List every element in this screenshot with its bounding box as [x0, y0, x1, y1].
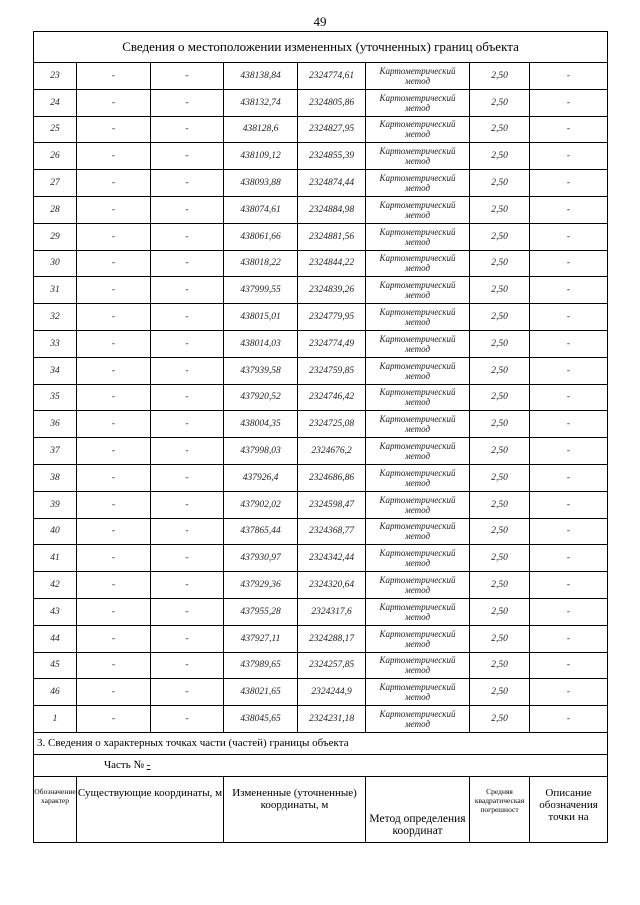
changed-y-cell: 2324676,2: [298, 438, 366, 465]
changed-x-cell: 438014,03: [224, 330, 298, 357]
section3-header-row: [34, 776, 608, 842]
existing-x-cell: -: [77, 652, 151, 679]
changed-x-cell: 438045,65: [224, 706, 298, 733]
changed-x-cell: 437865,44: [224, 518, 298, 545]
existing-x-cell: -: [77, 518, 151, 545]
table-title-row: [34, 32, 608, 63]
changed-x-cell: 437926,4: [224, 464, 298, 491]
existing-x-cell: -: [77, 598, 151, 625]
changed-y-cell: 2324320,64: [298, 572, 366, 599]
table-title: Сведения о местоположении измененных (уточненных) границ объекта: [34, 32, 608, 63]
accuracy-cell: 2,50: [470, 464, 530, 491]
method-cell: Картометрический метод: [366, 116, 470, 143]
description-cell: -: [530, 196, 608, 223]
changed-x-cell: 438138,84: [224, 63, 298, 90]
table-row: [34, 223, 608, 250]
accuracy-cell: 2,50: [470, 384, 530, 411]
description-cell: -: [530, 384, 608, 411]
accuracy-cell: 2,50: [470, 196, 530, 223]
changed-x-cell: 438021,65: [224, 679, 298, 706]
table-row: [34, 598, 608, 625]
description-cell: -: [530, 304, 608, 331]
table-row: [34, 304, 608, 331]
description-cell: -: [530, 89, 608, 116]
changed-y-cell: 2324774,61: [298, 63, 366, 90]
accuracy-cell: 2,50: [470, 277, 530, 304]
point-number-cell: 24: [34, 89, 77, 116]
changed-x-cell: 437999,55: [224, 277, 298, 304]
changed-y-cell: 2324368,77: [298, 518, 366, 545]
existing-x-cell: -: [77, 330, 151, 357]
point-number-cell: 32: [34, 304, 77, 331]
header-method: Метод определения координат: [366, 776, 470, 842]
description-cell: -: [530, 116, 608, 143]
part-number-row: [34, 754, 608, 776]
changed-x-cell: 438109,12: [224, 143, 298, 170]
point-number-cell: 39: [34, 491, 77, 518]
point-number-cell: 41: [34, 545, 77, 572]
accuracy-cell: 2,50: [470, 652, 530, 679]
description-cell: -: [530, 652, 608, 679]
accuracy-cell: 2,50: [470, 89, 530, 116]
changed-y-cell: 2324257,85: [298, 652, 366, 679]
method-cell: Картометрический метод: [366, 277, 470, 304]
accuracy-cell: 2,50: [470, 304, 530, 331]
existing-y-cell: -: [151, 384, 224, 411]
point-number-cell: 1: [34, 706, 77, 733]
table-row: [34, 357, 608, 384]
changed-y-cell: 2324881,56: [298, 223, 366, 250]
header-existing-coords: Существующие координаты, м: [77, 776, 224, 842]
point-number-cell: 35: [34, 384, 77, 411]
existing-y-cell: -: [151, 116, 224, 143]
point-number-cell: 42: [34, 572, 77, 599]
table-row: [34, 250, 608, 277]
existing-y-cell: -: [151, 277, 224, 304]
changed-y-cell: 2324244,9: [298, 679, 366, 706]
table-row: [34, 277, 608, 304]
method-cell: Картометрический метод: [366, 491, 470, 518]
accuracy-cell: 2,50: [470, 223, 530, 250]
changed-x-cell: 437989,65: [224, 652, 298, 679]
method-cell: Картометрический метод: [366, 518, 470, 545]
table-row: [34, 679, 608, 706]
existing-x-cell: -: [77, 196, 151, 223]
accuracy-cell: 2,50: [470, 330, 530, 357]
existing-y-cell: -: [151, 679, 224, 706]
changed-y-cell: 2324231,18: [298, 706, 366, 733]
method-cell: Картометрический метод: [366, 598, 470, 625]
existing-x-cell: -: [77, 464, 151, 491]
description-cell: -: [530, 572, 608, 599]
changed-y-cell: 2324779,95: [298, 304, 366, 331]
changed-x-cell: 437998,03: [224, 438, 298, 465]
table-row: [34, 384, 608, 411]
existing-y-cell: -: [151, 438, 224, 465]
existing-x-cell: -: [77, 116, 151, 143]
existing-x-cell: -: [77, 572, 151, 599]
existing-y-cell: -: [151, 652, 224, 679]
method-cell: Картометрический метод: [366, 63, 470, 90]
accuracy-cell: 2,50: [470, 598, 530, 625]
header-changed-coords: Измененные (уточненные) координаты, м: [224, 776, 366, 842]
point-number-cell: 23: [34, 63, 77, 90]
point-number-cell: 28: [34, 196, 77, 223]
existing-y-cell: -: [151, 304, 224, 331]
description-cell: -: [530, 518, 608, 545]
changed-x-cell: 437930,97: [224, 545, 298, 572]
existing-y-cell: -: [151, 223, 224, 250]
description-cell: -: [530, 545, 608, 572]
changed-y-cell: 2324759,85: [298, 357, 366, 384]
header-designation: Обозначение характер: [34, 776, 77, 842]
accuracy-cell: 2,50: [470, 679, 530, 706]
method-cell: Картометрический метод: [366, 438, 470, 465]
description-cell: -: [530, 679, 608, 706]
changed-y-cell: 2324844,22: [298, 250, 366, 277]
description-cell: -: [530, 277, 608, 304]
accuracy-cell: 2,50: [470, 625, 530, 652]
existing-y-cell: -: [151, 598, 224, 625]
existing-x-cell: -: [77, 89, 151, 116]
description-cell: -: [530, 411, 608, 438]
changed-x-cell: 438074,61: [224, 196, 298, 223]
existing-y-cell: -: [151, 143, 224, 170]
point-number-cell: 38: [34, 464, 77, 491]
point-number-cell: 33: [34, 330, 77, 357]
accuracy-cell: 2,50: [470, 143, 530, 170]
changed-x-cell: 438128,6: [224, 116, 298, 143]
page-number: 49: [313, 14, 327, 29]
method-cell: Картометрический метод: [366, 357, 470, 384]
existing-y-cell: -: [151, 625, 224, 652]
table-row: [34, 63, 608, 90]
method-cell: Картометрический метод: [366, 223, 470, 250]
table-row: [34, 545, 608, 572]
description-cell: -: [530, 223, 608, 250]
point-number-cell: 30: [34, 250, 77, 277]
changed-y-cell: 2324805,86: [298, 89, 366, 116]
existing-x-cell: -: [77, 170, 151, 197]
accuracy-cell: 2,50: [470, 116, 530, 143]
description-cell: -: [530, 330, 608, 357]
changed-x-cell: 438004,35: [224, 411, 298, 438]
method-cell: Картометрический метод: [366, 89, 470, 116]
changed-y-cell: 2324839,26: [298, 277, 366, 304]
point-number-cell: 37: [34, 438, 77, 465]
existing-x-cell: -: [77, 304, 151, 331]
description-cell: -: [530, 438, 608, 465]
changed-y-cell: 2324342,44: [298, 545, 366, 572]
existing-x-cell: -: [77, 250, 151, 277]
method-cell: Картометрический метод: [366, 143, 470, 170]
existing-x-cell: -: [77, 491, 151, 518]
existing-x-cell: -: [77, 438, 151, 465]
changed-y-cell: 2324827,95: [298, 116, 366, 143]
method-cell: Картометрический метод: [366, 706, 470, 733]
existing-y-cell: -: [151, 89, 224, 116]
changed-y-cell: 2324884,98: [298, 196, 366, 223]
accuracy-cell: 2,50: [470, 545, 530, 572]
method-cell: Картометрический метод: [366, 652, 470, 679]
changed-y-cell: 2324686,86: [298, 464, 366, 491]
changed-x-cell: 438132,74: [224, 89, 298, 116]
table-row: [34, 706, 608, 733]
method-cell: Картометрический метод: [366, 545, 470, 572]
accuracy-cell: 2,50: [470, 357, 530, 384]
method-cell: Картометрический метод: [366, 679, 470, 706]
table-row: [34, 438, 608, 465]
accuracy-cell: 2,50: [470, 411, 530, 438]
existing-x-cell: -: [77, 384, 151, 411]
method-cell: Картометрический метод: [366, 170, 470, 197]
point-number-cell: 26: [34, 143, 77, 170]
existing-y-cell: -: [151, 196, 224, 223]
changed-y-cell: 2324598,47: [298, 491, 366, 518]
table-row: [34, 652, 608, 679]
point-number-cell: 25: [34, 116, 77, 143]
changed-x-cell: 437929,36: [224, 572, 298, 599]
section3-title-row: [34, 732, 608, 754]
table-row: [34, 491, 608, 518]
point-number-cell: 36: [34, 411, 77, 438]
existing-y-cell: -: [151, 491, 224, 518]
point-number-cell: 44: [34, 625, 77, 652]
changed-x-cell: 438093,88: [224, 170, 298, 197]
accuracy-cell: 2,50: [470, 706, 530, 733]
table-row: [34, 143, 608, 170]
changed-y-cell: 2324725,08: [298, 411, 366, 438]
accuracy-cell: 2,50: [470, 518, 530, 545]
point-number-cell: 43: [34, 598, 77, 625]
accuracy-cell: 2,50: [470, 572, 530, 599]
method-cell: Картометрический метод: [366, 304, 470, 331]
existing-y-cell: -: [151, 706, 224, 733]
existing-x-cell: -: [77, 545, 151, 572]
table-row: [34, 116, 608, 143]
changed-y-cell: 2324746,42: [298, 384, 366, 411]
existing-y-cell: -: [151, 170, 224, 197]
method-cell: Картометрический метод: [366, 572, 470, 599]
section3-title: 3. Сведения о характерных точках части (частей) границы объекта: [34, 732, 608, 754]
part-value: -: [146, 759, 151, 772]
existing-y-cell: -: [151, 63, 224, 90]
point-number-cell: 29: [34, 223, 77, 250]
existing-x-cell: -: [77, 277, 151, 304]
point-number-cell: 27: [34, 170, 77, 197]
changed-x-cell: 437920,52: [224, 384, 298, 411]
description-cell: -: [530, 464, 608, 491]
accuracy-cell: 2,50: [470, 250, 530, 277]
changed-x-cell: 437927,11: [224, 625, 298, 652]
boundary-table: [33, 31, 608, 843]
existing-y-cell: -: [151, 545, 224, 572]
point-number-cell: 40: [34, 518, 77, 545]
existing-x-cell: -: [77, 411, 151, 438]
existing-x-cell: -: [77, 706, 151, 733]
existing-y-cell: -: [151, 464, 224, 491]
changed-y-cell: 2324855,39: [298, 143, 366, 170]
description-cell: -: [530, 170, 608, 197]
existing-x-cell: -: [77, 63, 151, 90]
existing-y-cell: -: [151, 411, 224, 438]
table-row: [34, 464, 608, 491]
header-accuracy: Средняя квадратическая погрешност: [470, 776, 530, 842]
method-cell: Картометрический метод: [366, 464, 470, 491]
method-cell: Картометрический метод: [366, 330, 470, 357]
part-number: [34, 754, 608, 776]
description-cell: -: [530, 598, 608, 625]
accuracy-cell: 2,50: [470, 491, 530, 518]
existing-x-cell: -: [77, 223, 151, 250]
header-description: Описание обозначения точки на: [530, 776, 608, 842]
description-cell: -: [530, 357, 608, 384]
table-row: [34, 170, 608, 197]
method-cell: Картометрический метод: [366, 250, 470, 277]
accuracy-cell: 2,50: [470, 170, 530, 197]
table-row: [34, 572, 608, 599]
existing-x-cell: -: [77, 143, 151, 170]
description-cell: -: [530, 143, 608, 170]
accuracy-cell: 2,50: [470, 438, 530, 465]
table-row: [34, 518, 608, 545]
existing-x-cell: -: [77, 679, 151, 706]
existing-x-cell: -: [77, 357, 151, 384]
method-cell: Картометрический метод: [366, 384, 470, 411]
changed-y-cell: 2324317,6: [298, 598, 366, 625]
description-cell: -: [530, 63, 608, 90]
changed-x-cell: 437902,02: [224, 491, 298, 518]
method-cell: Картометрический метод: [366, 625, 470, 652]
existing-x-cell: -: [77, 625, 151, 652]
point-number-cell: 45: [34, 652, 77, 679]
method-cell: Картометрический метод: [366, 196, 470, 223]
description-cell: -: [530, 250, 608, 277]
method-cell: Картометрический метод: [366, 411, 470, 438]
changed-y-cell: 2324288,17: [298, 625, 366, 652]
description-cell: -: [530, 706, 608, 733]
changed-y-cell: 2324774,49: [298, 330, 366, 357]
table-row: [34, 89, 608, 116]
part-label: Часть №: [104, 759, 144, 772]
table-row: [34, 411, 608, 438]
point-number-cell: 34: [34, 357, 77, 384]
description-cell: -: [530, 491, 608, 518]
point-number-cell: 31: [34, 277, 77, 304]
changed-x-cell: 438018,22: [224, 250, 298, 277]
existing-y-cell: -: [151, 572, 224, 599]
accuracy-cell: 2,50: [470, 63, 530, 90]
existing-y-cell: -: [151, 250, 224, 277]
description-cell: -: [530, 625, 608, 652]
existing-y-cell: -: [151, 518, 224, 545]
point-number-cell: 46: [34, 679, 77, 706]
changed-x-cell: 437939,58: [224, 357, 298, 384]
existing-y-cell: -: [151, 357, 224, 384]
changed-x-cell: 438015,01: [224, 304, 298, 331]
table-row: [34, 196, 608, 223]
table-row: [34, 625, 608, 652]
changed-x-cell: 437955,28: [224, 598, 298, 625]
changed-y-cell: 2324874,44: [298, 170, 366, 197]
table-row: [34, 330, 608, 357]
changed-x-cell: 438061,66: [224, 223, 298, 250]
existing-y-cell: -: [151, 330, 224, 357]
